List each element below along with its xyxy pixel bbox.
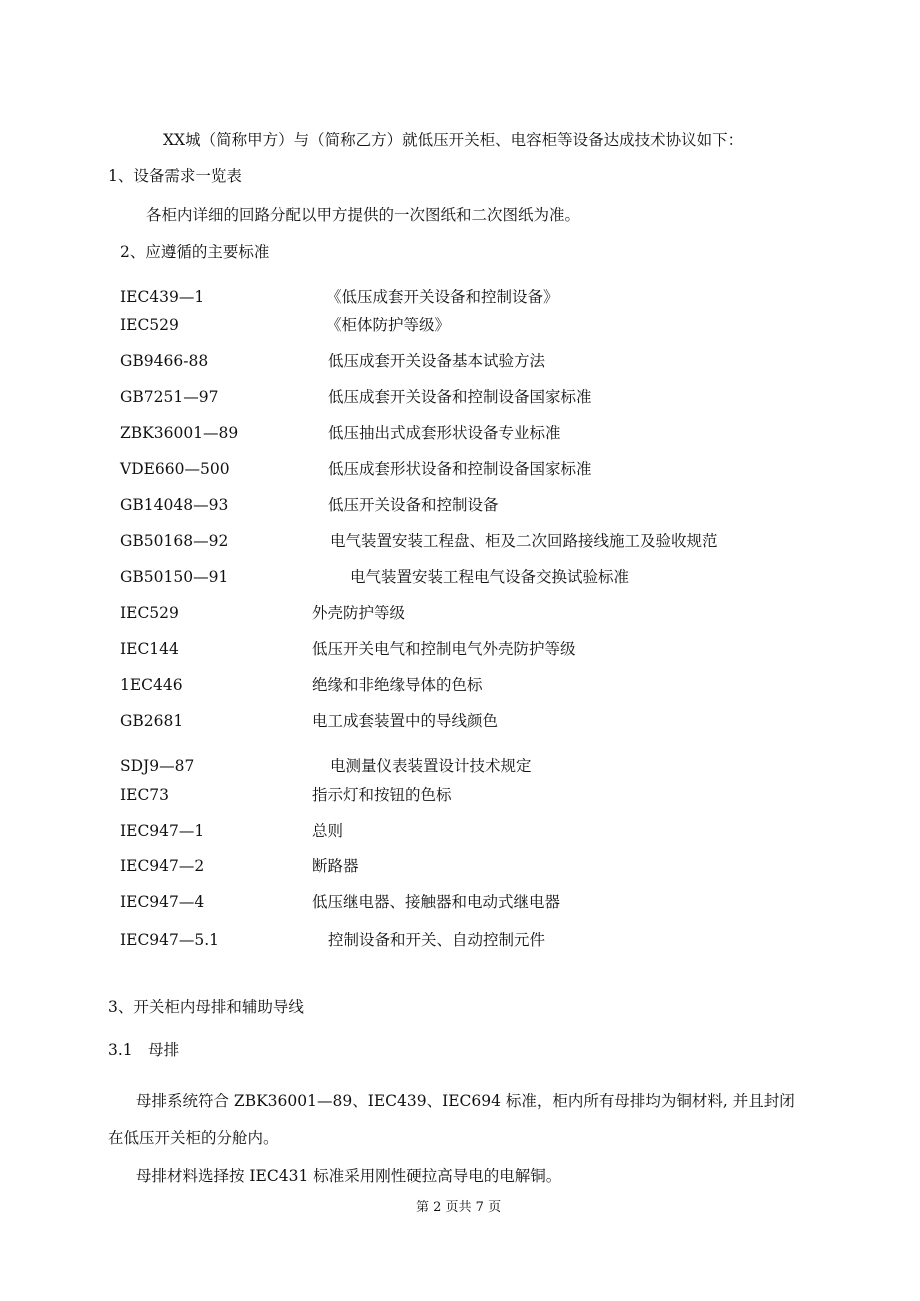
standard-title: 《柜体防护等级》 <box>326 316 451 334</box>
standard-title: 低压成套开关设备和控制设备国家标准 <box>328 388 592 406</box>
standard-code: GB2681 <box>120 712 184 730</box>
busbar-material-paragraph: 母排材料选择按 IEC431 标准采用刚性硬拉高导电的电解铜。 <box>136 1167 562 1185</box>
standard-code: 1EC446 <box>120 676 183 694</box>
standard-title: 低压成套开关设备基本试验方法 <box>328 352 546 370</box>
standard-title: 控制设备和开关、自动控制元件 <box>328 931 546 949</box>
standard-title: 《低压成套开关设备和控制设备》 <box>326 288 559 306</box>
standard-code: GB14048—93 <box>120 496 229 514</box>
standard-code: IEC73 <box>120 786 170 804</box>
standard-title: 电工成套装置中的导线颜色 <box>312 712 499 730</box>
standard-code: VDE660—500 <box>120 460 230 478</box>
section-1-heading: 1、设备需求一览表 <box>108 167 242 185</box>
standard-code: GB50150—91 <box>120 568 229 586</box>
standard-title: 电测量仪表装置设计技术规定 <box>330 757 532 775</box>
standard-title: 总则 <box>312 822 344 840</box>
standard-title: 电气装置安装工程电气设备交换试验标准 <box>350 568 630 586</box>
standard-title: 电气装置安装工程盘、柜及二次回路接线施工及验收规范 <box>330 532 718 550</box>
section-2-heading: 2、应遵循的主要标准 <box>120 243 270 261</box>
standard-code: IEC947—2 <box>120 857 205 875</box>
standard-title: 低压成套形状设备和控制设备国家标准 <box>328 460 592 478</box>
standard-title: 绝缘和非绝缘导体的色标 <box>312 676 483 694</box>
section-3-1-heading: 3.1 母排 <box>108 1041 180 1059</box>
standard-title: 低压开关电气和控制电气外壳防护等级 <box>312 640 576 658</box>
standard-title: 低压开关设备和控制设备 <box>328 496 499 514</box>
busbar-paragraph-line-2: 在低压开关柜的分舱内。 <box>108 1129 279 1147</box>
standard-code: IEC439—1 <box>120 288 205 306</box>
standard-title: 断路器 <box>312 857 359 875</box>
page-footer: 第 2 页共 7 页 <box>416 1200 502 1215</box>
section-1-body: 各柜内详细的回路分配以甲方提供的一次图纸和二次图纸为准。 <box>146 206 581 224</box>
standard-code: IEC947—1 <box>120 822 205 840</box>
busbar-paragraph-line-1: 母排系统符合 ZBK36001—89、IEC439、IEC694 标准，柜内所有母排均为铜材料, 并且封闭 <box>136 1092 795 1110</box>
standard-title: 外壳防护等级 <box>312 604 406 622</box>
standard-title: 指示灯和按钮的色标 <box>312 786 452 804</box>
standard-code: GB50168—92 <box>120 532 229 550</box>
standard-code: GB9466-88 <box>120 352 209 370</box>
section-3-heading: 3、开关柜内母排和辅助导线 <box>108 998 304 1016</box>
standard-code: IEC947—4 <box>120 893 205 911</box>
standard-code: GB7251—97 <box>120 388 219 406</box>
standard-title: 低压继电器、接触器和电动式继电器 <box>312 893 561 911</box>
standard-title: 低压抽出式成套形状设备专业标准 <box>328 424 561 442</box>
standard-code: IEC144 <box>120 640 179 658</box>
standard-code: IEC529 <box>120 604 179 622</box>
standard-code: SDJ9—87 <box>120 757 195 775</box>
intro-paragraph: XX城（简称甲方）与（简称乙方）就低压开关柜、电容柜等设备达成技术协议如下： <box>163 131 744 149</box>
standard-code: IEC529 <box>120 316 179 334</box>
standard-code: IEC947—5.1 <box>120 931 220 949</box>
standard-code: ZBK36001—89 <box>120 424 239 442</box>
